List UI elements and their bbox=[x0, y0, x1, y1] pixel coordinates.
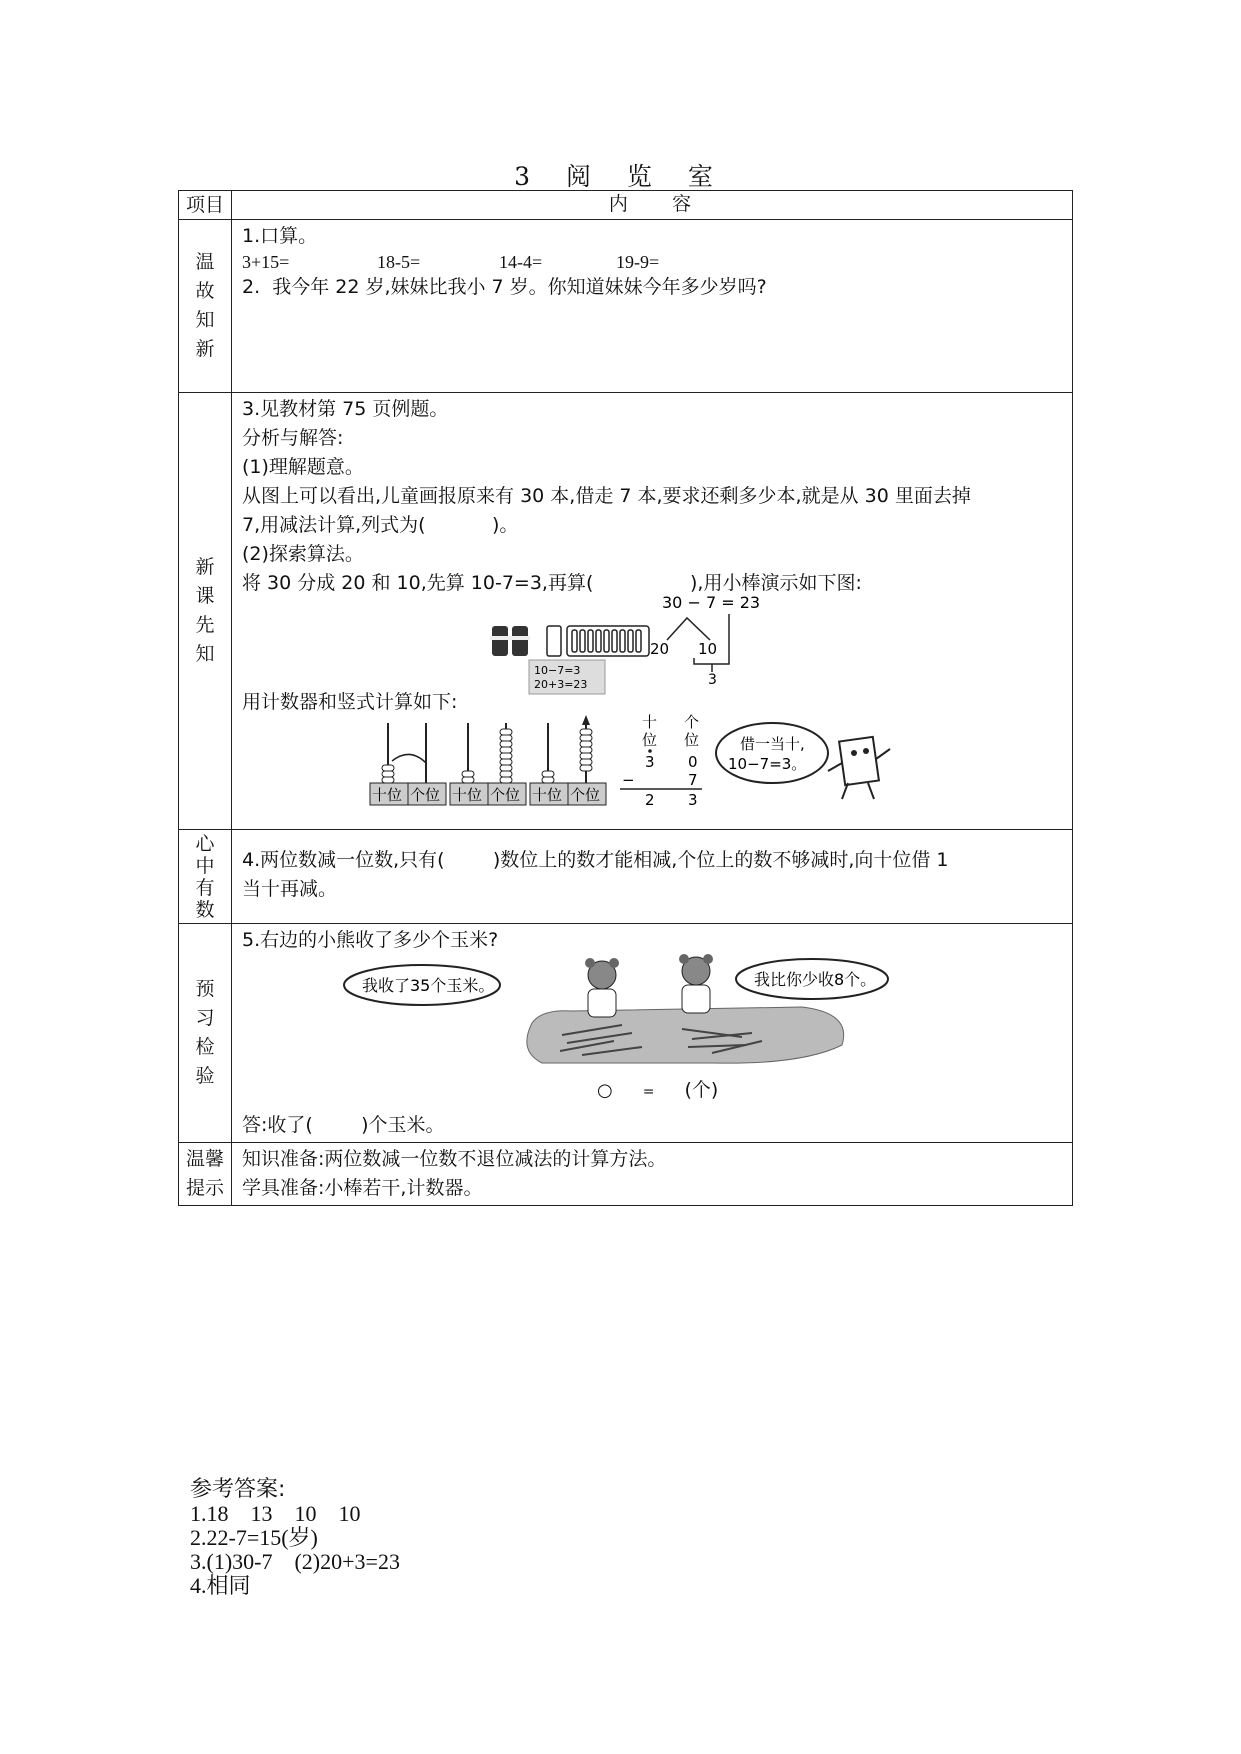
borrow-bubble bbox=[716, 723, 828, 783]
svg-text:十: 十 bbox=[642, 713, 658, 731]
tips-l1: 知识准备:两位数减一位数不退位减法的计算方法。 bbox=[242, 1148, 667, 1170]
bears-figure bbox=[242, 955, 1062, 1073]
mind-l2: 当十再减。 bbox=[242, 878, 338, 900]
abacus-2 bbox=[450, 723, 526, 805]
preview-label: 预 习 检 验 bbox=[179, 924, 232, 1143]
answer-3: 3.(1)30-7 (2)20+3=23 bbox=[190, 1549, 400, 1574]
tips-l2: 学具准备:小棒若干,计数器。 bbox=[242, 1177, 483, 1199]
sticks-figure bbox=[242, 592, 1062, 691]
oral-3: 14-4= bbox=[499, 252, 543, 272]
abacus-3 bbox=[530, 715, 606, 805]
svg-text:位: 位 bbox=[684, 731, 700, 749]
circle-blank: ○ bbox=[597, 1080, 613, 1101]
new-l5: 7,用减法计算,列式为( )。 bbox=[242, 514, 519, 536]
tips-content bbox=[232, 1143, 1073, 1206]
q2-text: 2. 我今年 22 岁,妹妹比我小 7 岁。你知道妹妹今年多少岁吗? bbox=[242, 276, 767, 298]
svg-text:个位: 个位 bbox=[570, 786, 601, 804]
svg-text:7: 7 bbox=[688, 771, 698, 789]
header-row bbox=[179, 191, 1073, 220]
bear-2 bbox=[679, 954, 713, 1013]
new-l4: 从图上可以看出,儿童画报原来有 30 本,借走 7 本,要求还剩多少本,就是从 30 里面去掉 bbox=[242, 485, 971, 507]
page-title: 3 阅 览 室 bbox=[514, 162, 727, 191]
mind-row bbox=[179, 830, 1073, 924]
split-lines bbox=[667, 618, 710, 640]
new-l6: (2)探索算法。 bbox=[242, 543, 364, 565]
fig-20: 20 bbox=[650, 640, 670, 658]
book-character bbox=[828, 737, 890, 799]
fig-equation: 30 − 7 = 23 bbox=[662, 593, 761, 612]
svg-text:十位: 十位 bbox=[372, 786, 403, 804]
equals-sign: = bbox=[642, 1084, 655, 1100]
stick-bundles bbox=[490, 626, 649, 656]
answer-key bbox=[190, 1478, 400, 1598]
preview-l1: 5.右边的小熊收了多少个玉米? bbox=[242, 929, 499, 951]
new-content bbox=[232, 393, 1073, 830]
new-label: 新 课 先 知 bbox=[179, 393, 232, 830]
vertical-calc bbox=[620, 713, 702, 809]
svg-text:个位: 个位 bbox=[410, 786, 441, 804]
abacus-1 bbox=[370, 723, 446, 805]
corn-field bbox=[527, 1007, 844, 1063]
answer-1: 1.18 13 10 10 bbox=[190, 1501, 361, 1526]
svg-text:个: 个 bbox=[684, 713, 700, 731]
preview-content bbox=[232, 924, 1073, 1143]
review-content bbox=[232, 220, 1073, 393]
svg-text:十位: 十位 bbox=[532, 786, 563, 804]
review-label: 温 故 知 新 bbox=[179, 220, 232, 393]
preview-equation bbox=[242, 1077, 1062, 1105]
mind-content bbox=[232, 830, 1073, 924]
review-row bbox=[179, 220, 1073, 393]
svg-text:我比你少收8个。: 我比你少收8个。 bbox=[754, 970, 877, 989]
svg-text:3: 3 bbox=[645, 753, 655, 771]
oral-2: 18-5= bbox=[377, 252, 421, 272]
bubble-bear1 bbox=[344, 965, 500, 1005]
box-line1: 10−7=3 bbox=[534, 664, 581, 677]
svg-text:0: 0 bbox=[688, 753, 698, 771]
svg-text:−: − bbox=[622, 771, 635, 789]
answer-4: 4.相同 bbox=[190, 1573, 251, 1598]
svg-text:借一当十,: 借一当十, bbox=[740, 735, 805, 753]
svg-text:十位: 十位 bbox=[452, 786, 483, 804]
fig-10: 10 bbox=[698, 640, 718, 658]
fig-3: 3 bbox=[708, 672, 717, 688]
bear-1 bbox=[585, 958, 619, 1017]
svg-text:位: 位 bbox=[642, 731, 658, 749]
new-l7: 将 30 分成 20 和 10,先算 10-7=3,再算( ),用小棒演示如下图: bbox=[242, 572, 862, 594]
q1-text: 1.口算。 bbox=[242, 225, 318, 247]
new-l2: 分析与解答: bbox=[242, 427, 344, 449]
tips-row bbox=[179, 1143, 1073, 1206]
new-l1: 3.见教材第 75 页例题。 bbox=[242, 398, 449, 420]
svg-text:我收了35个玉米。: 我收了35个玉米。 bbox=[362, 976, 495, 995]
mind-label: 心 中 有 数 bbox=[179, 830, 232, 924]
answers-heading: 参考答案: bbox=[190, 1477, 286, 1502]
preview-answer: 答:收了( )个玉米。 bbox=[242, 1114, 445, 1136]
new-row bbox=[179, 393, 1073, 830]
new-l3: (1)理解题意。 bbox=[242, 456, 364, 478]
tips-label: 温馨 提示 bbox=[179, 1143, 232, 1206]
header-item: 项目 bbox=[179, 191, 232, 220]
unit-text: (个) bbox=[684, 1079, 719, 1101]
new-l8: 用计数器和竖式计算如下: bbox=[242, 691, 458, 713]
answer-2: 2.22-7=15(岁) bbox=[190, 1525, 318, 1550]
oral-calc-row bbox=[242, 251, 1062, 273]
box-line2: 20+3=23 bbox=[534, 678, 588, 691]
header-content: 内 容 bbox=[232, 191, 1073, 220]
bubble-bear2 bbox=[736, 959, 888, 999]
svg-text:个位: 个位 bbox=[490, 786, 521, 804]
worksheet-table bbox=[178, 190, 1073, 1206]
svg-text:10−7=3。: 10−7=3。 bbox=[728, 755, 807, 773]
oral-1: 3+15= bbox=[242, 252, 290, 272]
svg-text:2: 2 bbox=[645, 791, 655, 809]
svg-text:3: 3 bbox=[688, 791, 698, 809]
preview-row bbox=[179, 924, 1073, 1143]
abacus-figure bbox=[242, 709, 1062, 807]
mind-l1: 4.两位数减一位数,只有( )数位上的数才能相减,个位上的数不够减时,向十位借 1 bbox=[242, 849, 949, 871]
oral-4: 19-9= bbox=[616, 252, 660, 272]
